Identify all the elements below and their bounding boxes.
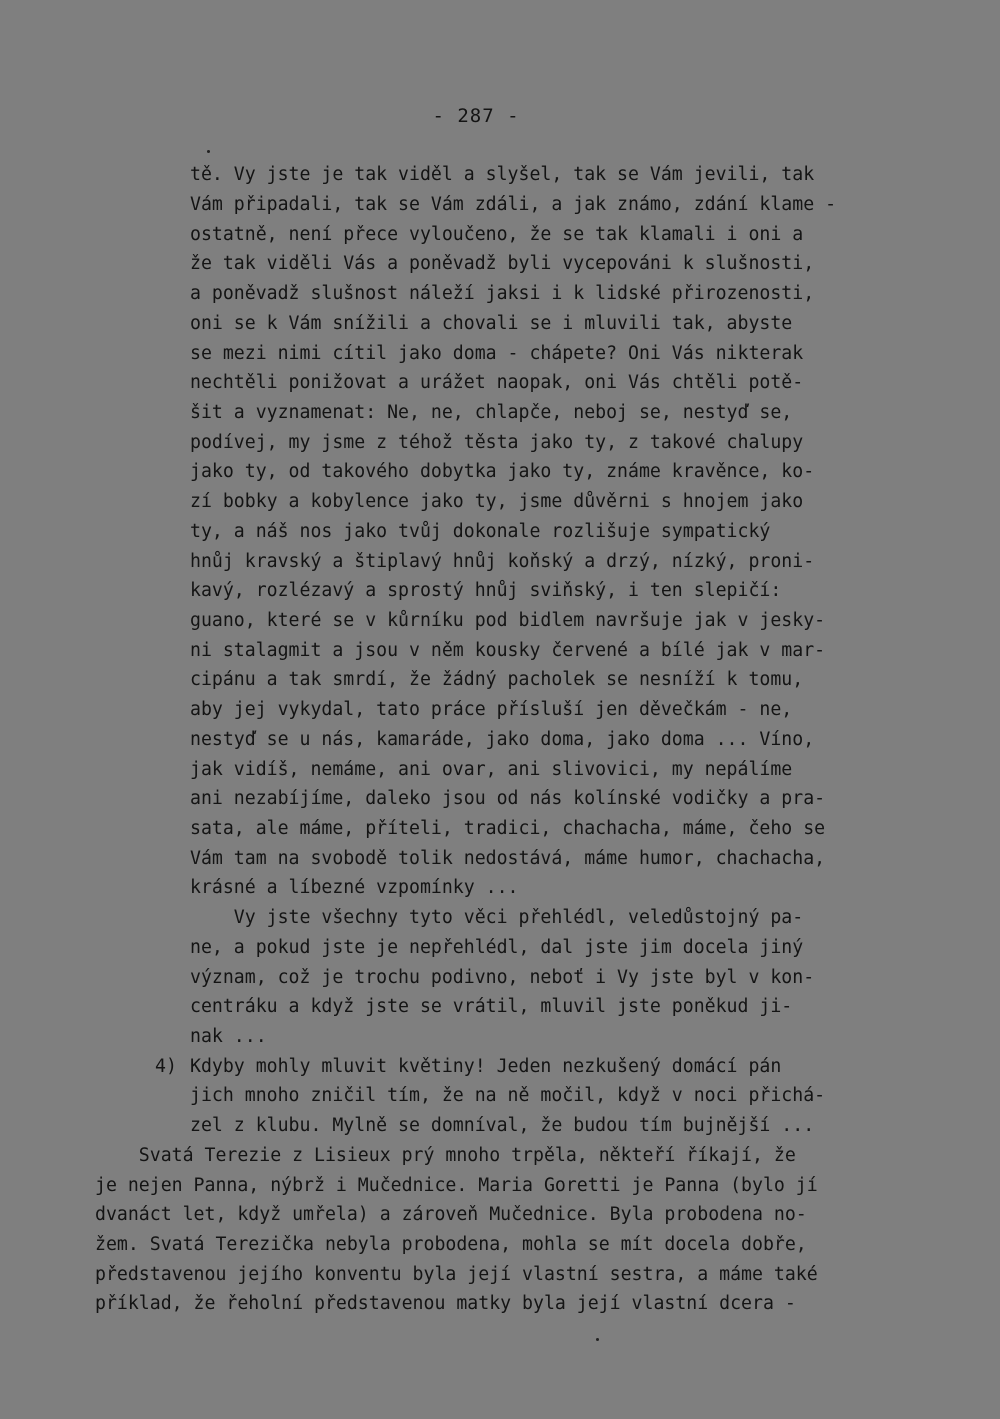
text-line: sata, ale máme, příteli, tradici, chachacha, máme, čeho se (190, 818, 826, 839)
text-line: nak ... (190, 1026, 267, 1047)
text-line: podívej, my jsme z téhož těsta jako ty, z takové chalupy (190, 432, 804, 453)
text-line: hnůj kravský a štiplavý hnůj koňský a drzý, nízký, proni- (190, 551, 815, 572)
page-number: - 287 - (432, 105, 520, 127)
scan-speck (207, 150, 210, 153)
text-line: jako ty, od takového dobytka jako ty, známe kravěnce, ko- (190, 461, 815, 482)
text-line: se mezi nimi cítil jako doma - chápete? Oni Vás nikterak (190, 343, 804, 364)
text-line: ne, a pokud jste je nepřehlédl, dal jste jim docela jiný (190, 937, 804, 958)
footnote-marker: 4) (155, 1056, 177, 1077)
text-line: cipánu a tak smrdí, že žádný pacholek se nesníží k tomu, (190, 669, 804, 690)
text-line: příklad, že řeholní představenou matky byla její vlastní dcera - (95, 1293, 796, 1314)
text-line: guano, které se v kůrníku pod bidlem navršuje jak v jesky- (190, 610, 826, 631)
text-line: význam, což je trochu podivno, neboť i Vy jste byl v kon- (190, 967, 815, 988)
footnote-line: jich mnoho zničil tím, že na ně močil, když v noci přichá- (190, 1085, 826, 1106)
text-line: krásné a líbezné vzpomínky ... (190, 877, 519, 898)
text-line: představenou jejího konventu byla její vlastní sestra, a máme také (95, 1264, 818, 1285)
text-line: zí bobky a kobylence jako ty, jsme důvěrni s hnojem jako (190, 491, 804, 512)
text-line: ty, a náš nos jako tvůj dokonale rozlišuje sympatický (190, 521, 771, 542)
text-line: jak vidíš, nemáme, ani ovar, ani slivovici, my nepálíme (190, 759, 793, 780)
text-line: je nejen Panna, nýbrž i Mučednice. Maria Goretti je Panna (bylo jí (95, 1175, 818, 1196)
scan-speck (596, 1338, 599, 1341)
text-line: kavý, rozlézavý a sprostý hnůj sviňský, i ten slepičí: (190, 580, 782, 601)
text-line: žem. Svatá Terezička nebyla probodena, mohla se mít docela dobře, (95, 1234, 807, 1255)
text-line: Vy jste všechny tyto věci přehlédl, veledůstojný pa- (190, 907, 804, 928)
text-line: nestyď se u nás, kamaráde, jako doma, jako doma ... Víno, (190, 729, 815, 750)
text-line: ani nezabíjíme, daleko jsou od nás kolínské vodičky a pra- (190, 788, 826, 809)
text-line: že tak viděli Vás a poněvadž byli vycepováni k slušnosti, (190, 253, 815, 274)
text-line: centráku a když jste se vrátil, mluvil jste poněkud ji- (190, 996, 793, 1017)
text-line: Vám tam na svobodě tolik nedostává, máme humor, chachacha, (190, 848, 826, 869)
footnote-line: zel z klubu. Mylně se domníval, že budou tím bujnější ... (190, 1115, 815, 1136)
text-line: oni se k Vám snížili a chovali se i mluvili tak, abyste (190, 313, 793, 334)
text-line: Vám připadali, tak se Vám zdáli, a jak známo, zdání klame - (190, 194, 837, 215)
text-line: a poněvadž slušnost náleží jaksi i k lidské přirozenosti, (190, 283, 815, 304)
text-line: dvanáct let, když umřela) a zároveň Mučednice. Byla probodena no- (95, 1204, 807, 1225)
text-line: Svatá Terezie z Lisieux prý mnoho trpěla, někteří říkají, že (95, 1145, 796, 1166)
text-line: aby jej vykydal, tato práce přísluší jen děvečkám - ne, (190, 699, 793, 720)
text-line: šit a vyznamenat: Ne, ne, chlapče, neboj se, nestyď se, (190, 402, 793, 423)
text-line: ostatně, není přece vyloučeno, že se tak klamali i oni a (190, 224, 804, 245)
text-line: tě. Vy jste je tak viděl a slyšel, tak se Vám jevili, tak (190, 164, 815, 185)
text-line: nechtěli ponižovat a urážet naopak, oni Vás chtěli potě- (190, 372, 804, 393)
footnote-line: Kdyby mohly mluvit květiny! Jeden nezkušený domácí pán (190, 1056, 782, 1077)
text-line: ni stalagmit a jsou v něm kousky červené a bílé jak v mar- (190, 640, 826, 661)
